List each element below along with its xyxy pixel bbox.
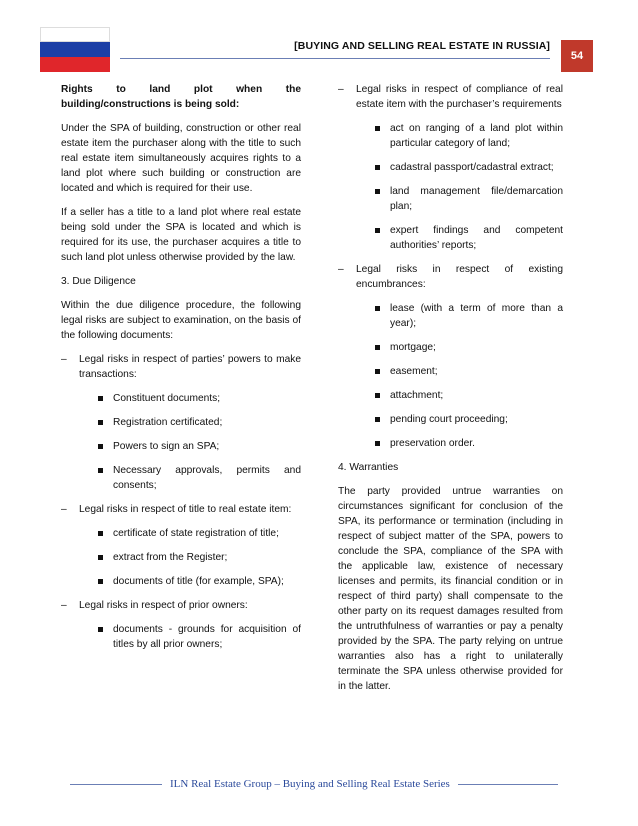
- left-column: [61, 82, 301, 661]
- dash-list-item: [61, 598, 301, 613]
- list-item-text: attachment;: [390, 390, 444, 401]
- dash-list-item: [61, 352, 301, 382]
- list-item-text: expert findings and competent authorities’ reports;: [390, 225, 563, 251]
- square-bullet-icon: [375, 126, 380, 131]
- square-bullet-icon: [98, 468, 103, 473]
- square-list-item: [61, 391, 301, 406]
- list-item-text: mortgage;: [390, 342, 436, 353]
- list-item-text: documents - grounds for acquisition of titles by all prior owners;: [113, 624, 301, 650]
- square-list-item: [338, 412, 563, 427]
- list-item-text: pending court proceeding;: [390, 414, 508, 425]
- square-list-item: [61, 550, 301, 565]
- dash-bullet-icon: –: [61, 600, 67, 611]
- square-list-item: [61, 526, 301, 541]
- square-bullet-icon: [375, 345, 380, 350]
- list-item-text: Registration certificated;: [113, 417, 223, 428]
- square-bullet-icon: [98, 444, 103, 449]
- dash-item-text: Legal risks in respect of parties’ powers to make transactions:: [79, 354, 301, 380]
- dash-bullet-icon: –: [338, 84, 344, 95]
- square-list-item: [338, 340, 563, 355]
- list-item-text: certificate of state registration of title;: [113, 528, 279, 539]
- dash-item-text: Legal risks in respect of compliance of real estate item with the purchaser’s requirements: [356, 84, 563, 110]
- russia-flag-icon: [40, 27, 110, 72]
- list-item-text: Necessary approvals, permits and consents;: [113, 465, 301, 491]
- list-item-text: act on ranging of a land plot within particular category of land;: [390, 123, 563, 149]
- square-bullet-icon: [375, 441, 380, 446]
- right-column: [338, 82, 563, 703]
- header-divider: [120, 58, 550, 59]
- square-bullet-icon: [375, 393, 380, 398]
- square-bullet-icon: [98, 420, 103, 425]
- footer-text: ILN Real Estate Group – Buying and Selling Real Estate Series: [170, 778, 450, 790]
- dash-bullet-icon: –: [338, 264, 344, 275]
- section-heading-warranties: 4. Warranties: [338, 462, 399, 473]
- list-item-text: land management file/demarcation plan;: [390, 186, 563, 212]
- square-list-item: [338, 364, 563, 379]
- square-list-item: [61, 622, 301, 652]
- square-list-item: [338, 388, 563, 403]
- dash-item-text: Legal risks in respect of prior owners:: [79, 600, 248, 611]
- paragraph: Within the due diligence procedure, the following legal risks are subject to examination, on the basis of the following documents:: [61, 300, 301, 341]
- dash-bullet-icon: –: [61, 354, 67, 365]
- square-list-item: [338, 121, 563, 151]
- square-bullet-icon: [98, 396, 103, 401]
- paragraph: Under the SPA of building, construction or other real estate item the purchaser along with the title to such real estate item simultaneously acquires rights to a land plot where such building or construction are located and which is required for their use.: [61, 123, 301, 194]
- square-list-item: [338, 436, 563, 451]
- square-bullet-icon: [375, 306, 380, 311]
- dash-list-item: [338, 262, 563, 292]
- dash-item-text: Legal risks in respect of title to real estate item:: [79, 504, 292, 515]
- square-bullet-icon: [98, 579, 103, 584]
- header-title: [BUYING AND SELLING REAL ESTATE IN RUSSIA]: [294, 40, 550, 52]
- list-item-text: Constituent documents;: [113, 393, 221, 404]
- square-bullet-icon: [375, 165, 380, 170]
- square-bullet-icon: [98, 531, 103, 536]
- square-bullet-icon: [375, 189, 380, 194]
- footer-divider-right: [458, 784, 558, 785]
- square-list-item: [61, 574, 301, 589]
- footer-divider-left: [70, 784, 162, 785]
- square-bullet-icon: [98, 555, 103, 560]
- section-heading-due-diligence: 3. Due Diligence: [61, 276, 136, 287]
- square-list-item: [61, 439, 301, 454]
- square-bullet-icon: [375, 228, 380, 233]
- square-list-item: [61, 415, 301, 430]
- section-lead: Rights to land plot when the building/constructions is being sold:: [61, 84, 301, 110]
- list-item-text: documents of title (for example, SPA);: [113, 576, 284, 587]
- square-list-item: [338, 160, 563, 175]
- square-list-item: [61, 463, 301, 493]
- square-bullet-icon: [98, 627, 103, 632]
- dash-item-text: Legal risks in respect of existing encumbrances:: [356, 264, 563, 290]
- list-item-text: lease (with a term of more than a year);: [390, 303, 563, 329]
- page-number-badge: 54: [561, 40, 593, 72]
- list-item-text: easement;: [390, 366, 438, 377]
- list-item-text: extract from the Register;: [113, 552, 228, 563]
- dash-list-item: [338, 82, 563, 112]
- square-bullet-icon: [375, 417, 380, 422]
- square-list-item: [338, 301, 563, 331]
- dash-list-item: [61, 502, 301, 517]
- list-item-text: Powers to sign an SPA;: [113, 441, 220, 452]
- list-item-text: cadastral passport/cadastral extract;: [390, 162, 554, 173]
- square-list-item: [338, 184, 563, 214]
- dash-bullet-icon: –: [61, 504, 67, 515]
- list-item-text: preservation order.: [390, 438, 475, 449]
- paragraph: The party provided untrue warranties on circumstances significant for conclusion of the SPA, its performance or termination (including in respect of subject matter of the SPA, powers to conclude the SPA, compliance of the SPA with the applicable law, existence of necessary licenses and permits, its financial condition or in respect of third party) shall compensate to the other party on its request damages resulted from the untruthfulness of warranties or pay a penalty provided by the SPA. The party relying on untrue warranties also has a right to unilaterally terminate the SPA unless otherwise provided for in the latter.: [338, 486, 563, 692]
- square-bullet-icon: [375, 369, 380, 374]
- footer: [0, 778, 638, 790]
- paragraph: If a seller has a title to a land plot where real estate being sold under the SPA is located and which is required for its use, the purchaser acquires a title to such land plot unless otherwise provided by the law.: [61, 207, 301, 263]
- square-list-item: [338, 223, 563, 253]
